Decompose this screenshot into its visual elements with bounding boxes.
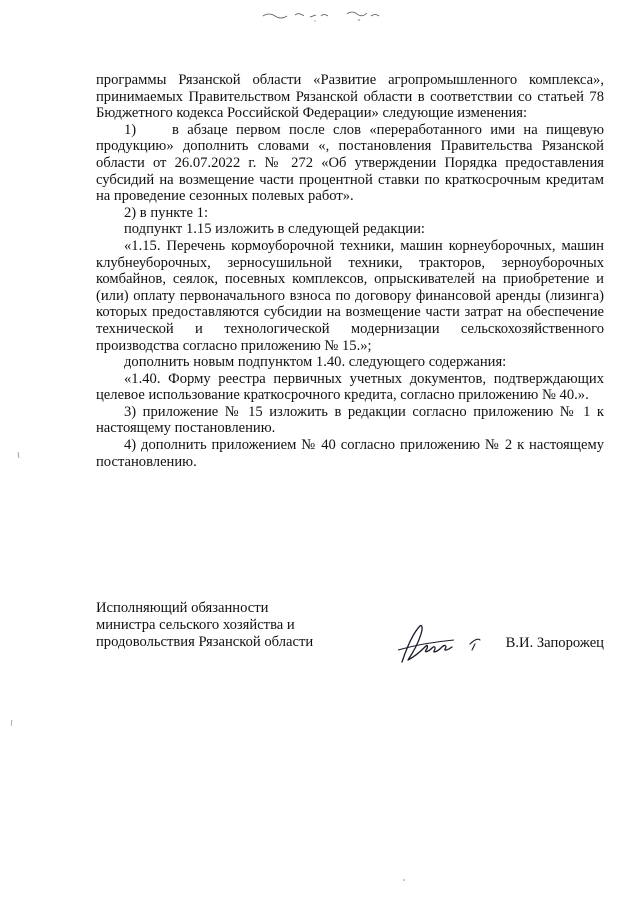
document-body <box>96 72 604 470</box>
item-1-first-line <box>96 122 604 139</box>
item-2-quote-1-15: «1.15. Перечень кормоуборочной техники, машин корнеуборочных, машин клубнеуборочных, зерносушильной техники, тракторов, зерноуборочных комбайнов, сеялок, посевных комплексов, опрыскивателей на приобретение и (или) оплату первоначального взноса по договору финансовой аренды (лизинга) которых предоставляются субсидии на возмещение части затрат на обеспечение технической и технологической модернизации сельскохозяйственного производства согласно приложению № 15.»; <box>96 237 604 354</box>
item-3: 3) приложение № 15 изложить в редакции согласно приложению № 1 к настоящему постановлению. <box>96 403 604 437</box>
item-4: 4) дополнить приложением № 40 согласно приложению № 2 к настоящему постановлению. <box>96 437 604 470</box>
header-handwritten-mark <box>255 4 395 24</box>
signatory-title-line-3: продовольствия Рязанской области <box>96 633 314 650</box>
signatory-title <box>96 600 336 650</box>
item-1-continuation: продукцию» дополнить словами «, постановления Правительства Рязанской области от 26.07.2022 г. № 272 «Об утверждении Порядка предоставления субсидий на возмещение части процентной ставки по краткосрочным кредитам на проведение сезонных полевых работ». <box>96 138 604 205</box>
item-2-heading: 2) в пункте 1: <box>124 204 209 221</box>
item-2-subpoint: подпункт 1.15 изложить в следующей редакции: <box>124 221 425 238</box>
signer-name: В.И. Запорожец <box>505 635 604 651</box>
signatory-title-line-1: Исполняющий обязанности <box>96 600 269 616</box>
item-1-line-1: в абзаце первом после слов «переработанного ими на пищевую <box>172 121 604 138</box>
paragraph-intro: программы Рязанской области «Развитие агропромышленного комплекса», принимаемых Правительством Рязанской области в соответствии со статьей 78 Бюджетного кодекса Российской Федерации» следующие изменения: <box>96 72 604 122</box>
item-2-quote-1-40: «1.40. Форму реестра первичных учетных документов, подтверждающих целевое использование краткосрочного кредита, согласно приложению № 40.». <box>96 370 604 404</box>
signatory-title-line-2: министра сельского хозяйства и <box>96 616 295 633</box>
handwritten-signature <box>392 620 487 668</box>
item-1-number: 1) <box>124 121 137 138</box>
item-2-add-subpoint: дополнить новым подпунктом 1.40. следующего содержания: <box>124 354 507 371</box>
